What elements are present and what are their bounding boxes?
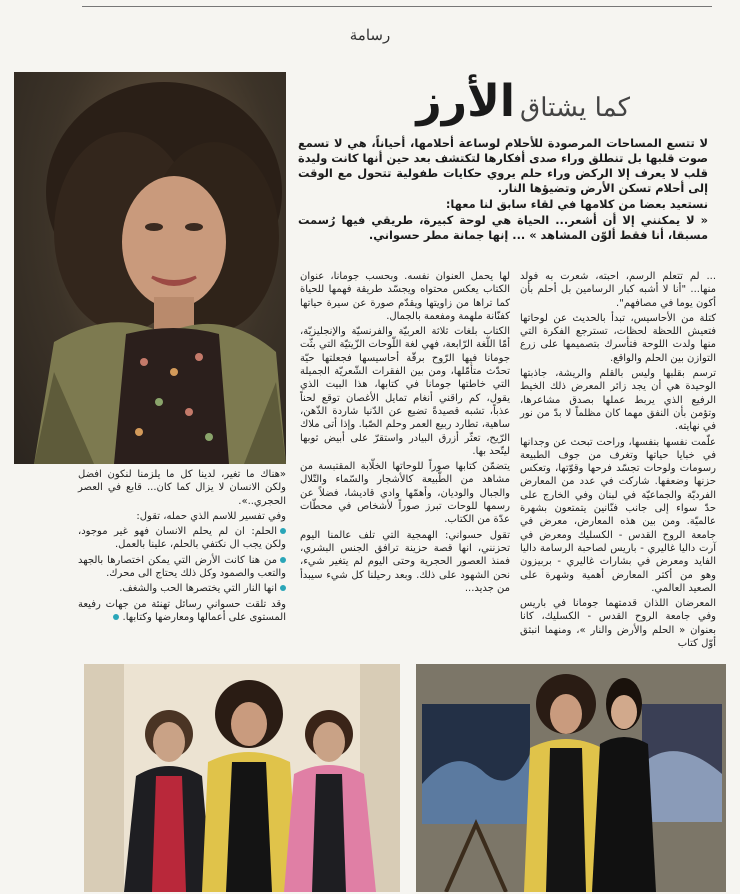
paragraph: ترسم بقلبها وليس بالقلم والريشة، جاذبتها الوحيدة هي أن يجد زائر المعرض ذلك الخيط الرفيع الذي يربط عملها بصدق مشاعرها، وتؤمن بأن النفق مهما كان مظلماً لا بدّ من نور في نهايته. <box>520 368 716 433</box>
paragraph: «هناك ما تغير، لدينا كل ما يلزمنا لنكون افضل ولكن الانسان لا يزال كما كان... قابع في العصر الحجري..». <box>78 469 286 507</box>
bullet-item <box>78 554 286 581</box>
intro-line: لا تتسع المساحات المرصودة للأحلام لوساعة أحلامها، أحياناً، هي لا تسمع صوت قلبها بل تنطلق وراء صدى أفكارها لتكتشف بعد حين أنها كانت وليدة قلب لا يعرف إلا الركض وراء حلم يروي حكايات طفولية تتحول مع الوقت إلى أحلام تسكن الأرض وتضيؤها النار. <box>298 136 708 195</box>
bullet-text: الحلم: ان لم يحلم الانسان فهو غير موجود، ولكن يجب ال نكتفي بالحلم، علينا بالعمل. <box>78 526 286 551</box>
bullet-item <box>78 525 286 552</box>
bullet-dot-icon <box>280 557 286 563</box>
text-column-left <box>78 468 286 626</box>
paragraph <box>78 598 286 625</box>
paragraph: المعرضان اللذان قدمتهما جومانا في باريس وفي جامعة الروح القدس - الكسليك، كانا بعنوان « الحلم والأرض والنار »، ومنهما انبثق أوّل كتاب <box>520 598 716 650</box>
paragraph: لها يحمل العنوان نفسه. وبحسب جومانا، عنوان الكتاب يعكس محتواه ويجسّد طريقة فهمها للحياة كما تراها من زاويتها ويقدّم صورة عن سيرة حياتها كفنّانة ملهمة ومفعمة بالجمال. <box>300 271 510 322</box>
top-rule <box>82 6 712 7</box>
bullet-text: انها النار التي يختصرها الحب والشغف. <box>119 583 277 595</box>
text-column-middle <box>300 270 510 597</box>
exhibition-photo <box>416 664 726 892</box>
bullet-text: من هنا كانت الأرض التي يمكن اختصارها بالجهد والتعب والصمود وكل ذلك يحتاج الى محرك. <box>78 554 286 580</box>
paragraph: علّمت نفسها بنفسها، وراحت تبحث عن وجدانها في خبايا حياتها وتغرف من جوف الطبيعة رسومات ولوحات تجسّد فرحها وقوّتها، وتعكس حزنها وضعفها. شاركت في عدد من المعارض الفرديّة والجماعيّة في لبنان وفي الخارج على حدّ سواء إلى جانب فنّانين يتمتعون بشهرة عالميّة. ومن بين هذه المعارض، معرض في جامعة الروح القدس - الكسليك ومعرض في آرت داليا غاليري - باريس لصاحبة الرسامة داليا الفايد ومعرض في بشارات غاليري - بربيزون وهو من أكثر المعارض أهمية وشهرة على الصعيد العالمي. <box>520 436 716 594</box>
intro-line: « لا يمكنني إلا أن أشعر... الحياة هي لوحة كبيرة، طريقي فيها رُسمت مسبقا، أنا فقط ألوّن المشاهد » ... إنها جمانة مطر حسواني. <box>298 213 708 242</box>
headline-light: كما يشتاق <box>520 93 630 123</box>
bullet-item <box>78 582 286 595</box>
paragraph: تقول حسواني: الهمجية التي تلف عالمنا اليوم تحزنني، انها قصة حزينة ترافق الجنس البشري، فمنذ العصور الحجرية وحتى اليوم لم يتغير شيء، نحن الشهود على ذلك. وبعد رحيلنا كل شيء سيبدأ من جديد... <box>300 529 510 594</box>
paragraph: الكتاب بلغات ثلاثة العربيّة والفرنسيّة والإنجليزيّة، أمّا اللّغة الرّابعة، فهي لغة اللّوحات الزّيتيّة التي بثّت جومانا فيها الرّوح برقّة أحاسيسها فجعلتها حيّة تحدّث متأمّلها، ومن بين الفقرات الشّعريّة الجميلة التي خاطتها جومانا في كتابها، هذا البيت الذي يقول، كم راقني أنغام تمايل الأغصان توقع لحناً عذباً، تشبه قصيدةً تضيع عن الدّنيا شاردة الذّهن، ساهية، تطارد ربيع العمر وحلم الصّبا. وإذا أتى ملاك الرّيح، تعثّر أزرق البيادر واستقرّ على أبيض ثوبها ليتّحد بها. <box>300 326 510 457</box>
group-photo <box>84 664 400 892</box>
bullet-dot-icon <box>280 528 286 534</box>
closing-text: وقد تلقت حسواني رسائل تهنئة من جهات رفيعة المستوى على أعمالها ومعارضها وكتابها. <box>78 598 286 623</box>
portrait-photo <box>14 72 286 464</box>
intro-line: نستعيد بعضا من كلامها في لقاء سابق لنا معها: <box>445 197 708 211</box>
end-mark-icon <box>113 614 119 620</box>
text-column-right <box>520 270 716 652</box>
bullet-dot-icon <box>280 585 286 591</box>
article-headline <box>300 76 630 127</box>
paragraph: كتلة من الأحاسيس، تبدأ بالحديث عن لوحاتها فتعيش اللحظة لحظات، تسترجع الفكرة التي منها ولدت اللوحة فتأسرك بتصميمها على زرع التوازن بين الحلم والواقع. <box>520 312 716 364</box>
intro-paragraph <box>298 136 708 244</box>
paragraph: وفي تفسير للاسم الذي حمله، تقول: <box>136 510 286 522</box>
paragraph: ... لم تتعلم الرسم، احبته، شعرت به فولد منها... "أنا لا أشبه كبار الرسامين بل أحلم بأن أكون يوما في مصافهم". <box>520 271 716 309</box>
section-label: رسامة <box>349 26 391 44</box>
headline-bold: الأرز <box>416 76 515 127</box>
paragraph: يتضمّن كتابها صوراً للوحاتها الخلّابة المقتبسة من مشاهد من الطّبيعة كالأشجار والسّماء والتّلال والجبال والوديان، وأهمّها وادي قاديشا، فضلاً عن رسمها للوحات تبرز صوراً لأشخاص في محطّات عدّة من الكتاب. <box>300 461 510 526</box>
